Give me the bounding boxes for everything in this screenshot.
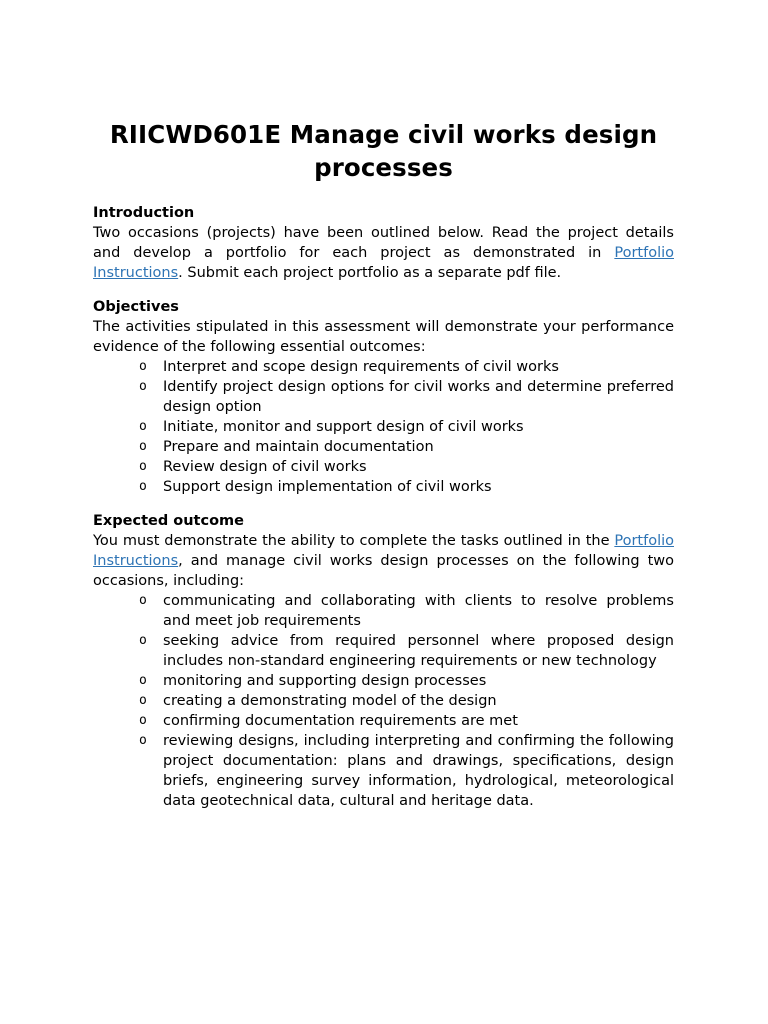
objectives-list: [93, 357, 674, 497]
expected-outcome-section: [93, 511, 674, 811]
list-item: [139, 731, 674, 811]
list-item: [139, 457, 674, 477]
expected-outcome-text-end: , and manage civil works design processes on the following two occasions, including:: [93, 553, 674, 589]
list-item: [139, 631, 674, 671]
list-item-text: monitoring and supporting design processes: [163, 673, 487, 689]
expected-outcome-text: [93, 531, 674, 591]
list-item-text: seeking advice from required personnel where proposed design includes non-standard engineering requirements or new technology: [163, 633, 674, 669]
list-item: [139, 357, 674, 377]
list-item: [139, 711, 674, 731]
bullet-marker: o: [139, 379, 147, 394]
bullet-marker: o: [139, 459, 147, 474]
list-item-text: communicating and collaborating with clients to resolve problems and meet job requirements: [163, 593, 674, 629]
objectives-heading: Objectives: [93, 299, 179, 315]
list-item: [139, 477, 674, 497]
list-item: [139, 417, 674, 437]
bullet-marker: o: [139, 733, 147, 748]
bullet-marker: o: [139, 359, 147, 374]
introduction-heading: Introduction: [93, 205, 195, 221]
list-item-text: Prepare and maintain documentation: [163, 439, 434, 455]
list-item: [139, 671, 674, 691]
list-item: [139, 437, 674, 457]
list-item-text: Review design of civil works: [163, 459, 367, 475]
bullet-marker: o: [139, 713, 147, 728]
list-item-text: creating a demonstrating model of the design: [163, 693, 497, 709]
list-item: [139, 591, 674, 631]
list-item-text: confirming documentation requirements are met: [163, 713, 518, 729]
introduction-section: [93, 203, 674, 283]
objectives-text: The activities stipulated in this assessment will demonstrate your performance evidence of the following essential outcomes:: [93, 319, 674, 355]
portfolio-instructions-link[interactable]: Portfolio Instructions: [93, 245, 674, 281]
introduction-text-end: . Submit each project portfolio as a separate pdf file.: [178, 265, 562, 281]
portfolio-instructions-link-2[interactable]: Portfolio Instructions: [93, 533, 674, 569]
list-item-text: Initiate, monitor and support design of civil works: [163, 419, 524, 435]
bullet-marker: o: [139, 673, 147, 688]
list-item-text: Support design implementation of civil works: [163, 479, 492, 495]
introduction-text: [93, 223, 674, 283]
objectives-section: [93, 297, 674, 497]
document-title: RIICWD601E Manage civil works design processes: [109, 120, 658, 182]
list-item-text: Identify project design options for civil works and determine preferred design option: [163, 379, 674, 415]
list-item: [139, 377, 674, 417]
list-item-text: reviewing designs, including interpreting and confirming the following project documentation: plans and drawings, specifications, design briefs, engineering survey information, hydrological, meteorological data geotechnical data, cultural and heritage data.: [163, 733, 674, 809]
list-item-text: Interpret and scope design requirements of civil works: [163, 359, 559, 375]
expected-outcome-list: [93, 591, 674, 811]
introduction-text-start: Two occasions (projects) have been outlined below. Read the project details and develop a portfolio for each project as demonstrated in: [93, 225, 674, 261]
bullet-marker: o: [139, 479, 147, 494]
expected-outcome-text-start: You must demonstrate the ability to complete the tasks outlined in the: [93, 533, 615, 549]
bullet-marker: o: [139, 693, 147, 708]
bullet-marker: o: [139, 633, 147, 648]
bullet-marker: o: [139, 593, 147, 608]
list-item: [139, 691, 674, 711]
expected-outcome-heading: Expected outcome: [93, 513, 244, 529]
bullet-marker: o: [139, 419, 147, 434]
bullet-marker: o: [139, 439, 147, 454]
